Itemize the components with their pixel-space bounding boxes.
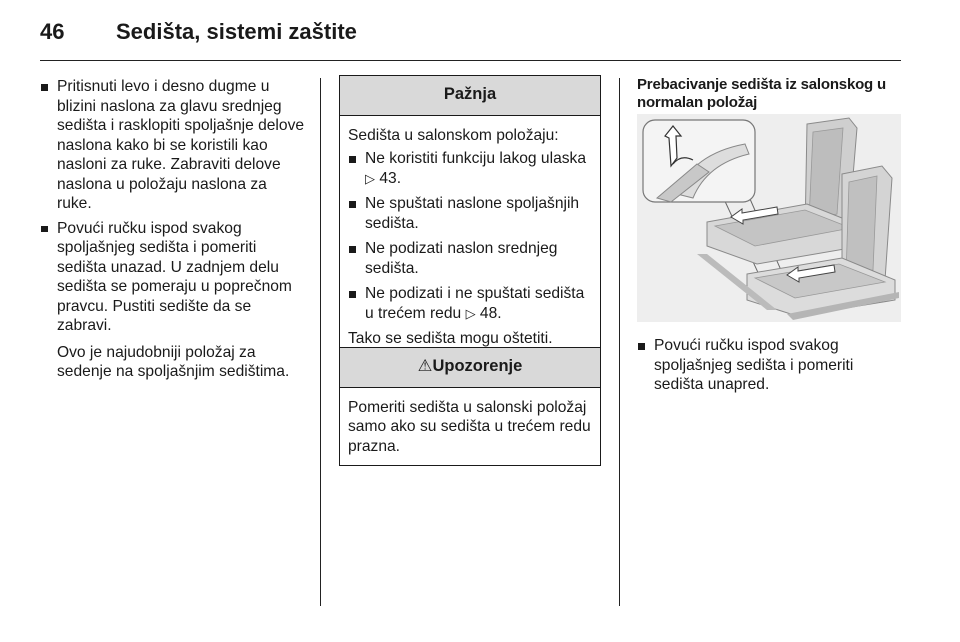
header-rule — [40, 60, 901, 61]
caution-box — [339, 75, 601, 359]
list-item-text: Ne koristiti funkciju lakog ulaska — [365, 150, 587, 167]
page-ref-icon: ▷ — [365, 170, 375, 186]
page-ref-link[interactable] — [466, 305, 502, 322]
list-item — [348, 284, 592, 323]
list-item: Ne spuštati naslone spoljašnjih sedišta. — [348, 194, 592, 233]
page-ref-number: 48. — [479, 304, 502, 322]
list-item: Povući ručku ispod svakog spoljašnjeg sedišta i pomeriti sedišta unapred. — [637, 336, 901, 395]
comfort-note: Ovo je najudobniji položaj za sedenje na spoljašnjim sedištima. — [57, 343, 290, 380]
caution-outro: Tako se sedišta mogu oštetiti. — [348, 330, 553, 347]
column-divider-left — [320, 78, 321, 606]
seat-diagram-image — [637, 114, 901, 322]
instruction-list — [637, 336, 901, 395]
warning-triangle-icon: ⚠ — [417, 357, 433, 375]
column-right — [637, 76, 901, 400]
list-item: Pritisnuti levo i desno dugme u blizini naslona za glavu srednjeg sedišta i rasklopiti spoljašnje delove naslona kako bi se koristili kao nasloni za ruke. Zabraviti delove naslona u položaju naslona za ruke. — [40, 77, 305, 214]
page-ref-link[interactable] — [365, 170, 401, 187]
caution-intro: Sedišta u salonskom položaju: — [348, 126, 559, 144]
page-ref-number: 43. — [379, 169, 402, 187]
list-item-text: Povući ručku ispod svakog spoljašnjeg sedišta i pomeriti sedišta unazad. U zadnjem delu sedišta se pomeraju u poprečnom pravcu. Pustiti sedište da se zabravi. — [57, 219, 292, 334]
warning-body — [340, 388, 600, 466]
page-number: 46 — [40, 19, 65, 44]
warning-box — [339, 347, 601, 466]
caution-body — [340, 116, 600, 358]
seat-illustration — [637, 114, 901, 322]
caution-heading: Pažnja — [340, 76, 600, 116]
list-item — [348, 149, 592, 188]
warning-heading-text: Upozorenje — [432, 357, 523, 375]
instruction-list — [40, 77, 305, 382]
list-item-text: Ne podizati i ne spuštati sedišta u trećem redu — [365, 285, 585, 322]
column-left — [40, 77, 305, 387]
page-title: Sedišta, sistemi zaštite — [116, 19, 357, 44]
warning-heading — [340, 348, 600, 388]
list-item — [40, 219, 305, 382]
list-item: Ne podizati naslon srednjeg sedišta. — [348, 239, 592, 278]
column-divider-right — [619, 78, 620, 606]
page-ref-icon: ▷ — [465, 305, 476, 321]
warning-text: Pomeriti sedišta u salonski položaj samo ako su sedišta u trećem redu prazna. — [348, 398, 591, 455]
caution-list — [348, 149, 592, 323]
section-subheading: Prebacivanje sedišta iz salonskog u normalan položaj — [637, 76, 886, 111]
